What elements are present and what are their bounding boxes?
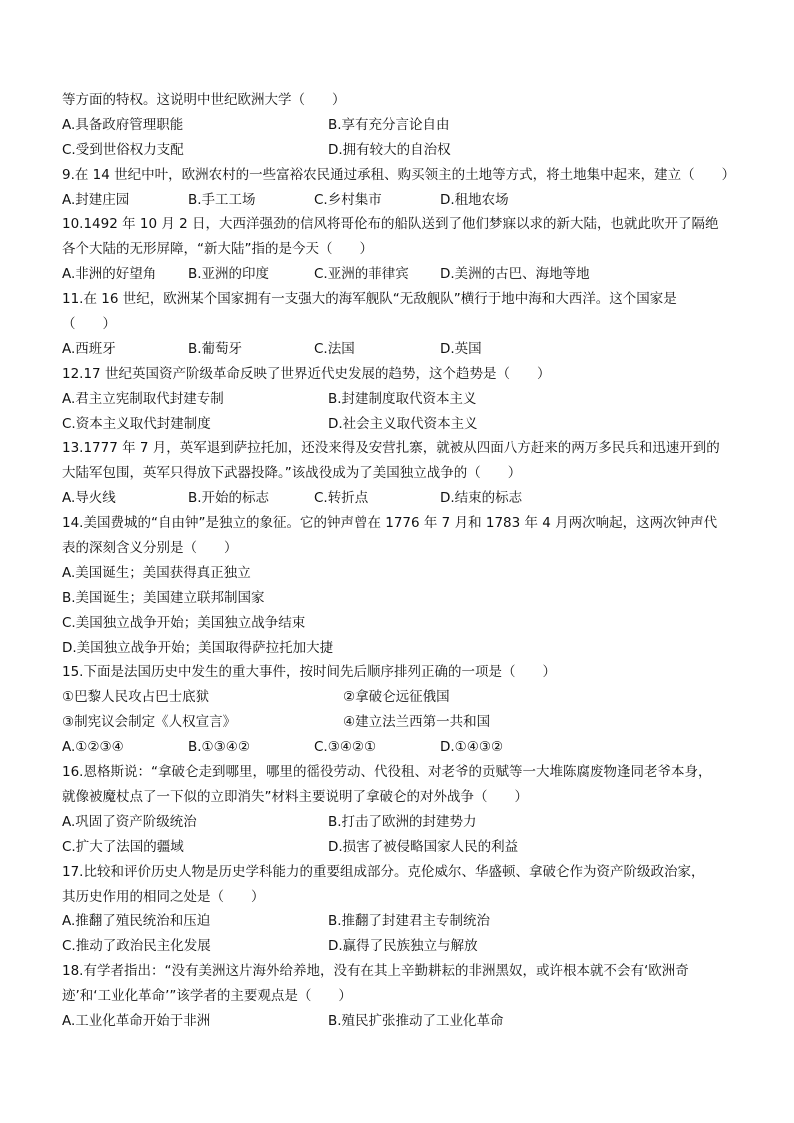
- q10-stem-1: 10.1492 年 10 月 2 日，大西洋强劲的信风将哥伦布的船队送到了他们梦寐以求的新大陆，也就此吹开了隔绝: [62, 216, 719, 233]
- q16-stem-2: 就像被魔杖点了一下似的立即消失”材料主要说明了拿破仑的对外战争（ ）: [62, 788, 528, 805]
- q18-options-row1: [62, 1009, 746, 1034]
- q16-options-row2: [62, 835, 746, 860]
- q13-option-c: C.转折点: [314, 490, 369, 507]
- q15-event-3: ③制宪议会制定《人权宣言》: [62, 714, 237, 731]
- q16-option-c: C.扩大了法国的疆域: [62, 838, 184, 855]
- q13-option-a: A.导火线: [62, 490, 116, 507]
- q15-options: [62, 735, 746, 760]
- q14-option-b: B.美国诞生；美国建立联邦制国家: [62, 589, 265, 606]
- q9-stem: 9.在 14 世纪中叶，欧洲农村的一些富裕农民通过承租、购买领主的土地等方式，将土地集中起来，建立（ ）: [62, 166, 736, 183]
- q15-event-4: ④建立法兰西第一共和国: [343, 714, 491, 731]
- q11-option-b: B.葡萄牙: [188, 340, 243, 357]
- q11-stem-1: 11.在 16 世纪，欧洲某个国家拥有一支强大的海军舰队“无敌舰队”横行于地中海和大西洋。这个国家是: [62, 291, 677, 308]
- q12-option-a: A.君主立宪制取代封建专制: [62, 390, 224, 407]
- q8-option-b: B.享有充分言论自由: [328, 116, 450, 133]
- q17-option-b: B.推翻了封建君主专制统治: [328, 913, 491, 930]
- q11-option-a: A.西班牙: [62, 340, 116, 357]
- q16-option-b: B.打击了欧洲的封建势力: [328, 813, 477, 830]
- q14-option-d: D.美国独立战争开始；美国取得萨拉托加大捷: [62, 639, 334, 656]
- q8-option-a: A.具备政府管理职能: [62, 116, 184, 133]
- q17-option-d: D.赢得了民族独立与解放: [328, 938, 478, 955]
- q11-option-c: C.法国: [314, 340, 355, 357]
- q13-stem-2: 大陆军包围，英军只得放下武器投降。”该战役成为了美国独立战争的（ ）: [62, 465, 522, 482]
- q15-option-b: B.①③④②: [188, 739, 250, 756]
- q16-option-a: A.巩固了资产阶级统治: [62, 813, 197, 830]
- q15-event-1: ①巴黎人民攻占巴士底狱: [62, 689, 210, 706]
- question-content: [62, 88, 746, 1034]
- q12-options-row2: [62, 412, 746, 437]
- q8-options-row2: [62, 138, 746, 163]
- q10-options: [62, 262, 746, 287]
- q17-options-row1: [62, 909, 746, 934]
- q12-options-row1: [62, 387, 746, 412]
- q10-option-b: B.亚洲的印度: [188, 266, 270, 283]
- q9-option-c: C.乡村集市: [314, 191, 382, 208]
- q13-option-b: B.开始的标志: [188, 490, 270, 507]
- q9-option-d: D.租地农场: [440, 191, 509, 208]
- q13-option-d: D.结束的标志: [440, 490, 523, 507]
- q17-option-c: C.推动了政治民主化发展: [62, 938, 211, 955]
- q8-option-d: D.拥有较大的自治权: [328, 141, 451, 158]
- q9-option-b: B.手工工场: [188, 191, 256, 208]
- q10-option-d: D.美洲的古巴、海地等地: [440, 266, 590, 283]
- q11-options: [62, 337, 746, 362]
- q14-option-c: C.美国独立战争开始；美国独立战争结束: [62, 614, 306, 631]
- q16-options-row1: [62, 810, 746, 835]
- q13-stem-1: 13.1777 年 7 月，英军退到萨拉托加，还没来得及安营扎寨，就被从四面八方赶来的两万多民兵和迅速开到的: [62, 440, 720, 457]
- q14-stem-1: 14.美国费城的“自由钟”是独立的象征。它的钟声曾在 1776 年 7 月和 1783 年 4 月两次响起，这两次钟声代: [62, 515, 718, 532]
- q17-stem-1: 17.比较和评价历史人物是历史学科能力的重要组成部分。克伦威尔、华盛顿、拿破仑作为资产阶级政治家，: [62, 863, 705, 880]
- q8-option-c: C.受到世俗权力支配: [62, 141, 184, 158]
- q16-option-d: D.损害了被侵略国家人民的利益: [328, 838, 519, 855]
- q15-option-a: A.①②③④: [62, 739, 124, 756]
- q18-option-b: B.殖民扩张推动了工业化革命: [328, 1012, 504, 1029]
- q18-stem-1: 18.有学者指出：“没有美洲这片海外给养地，没有在其上辛勤耕耘的非洲黑奴，或许根本就不会有‘欧洲奇: [62, 963, 689, 980]
- q18-stem-2: 迹’和‘工业化革命’”该学者的主要观点是（ ）: [62, 988, 352, 1005]
- q10-option-c: C.亚洲的菲律宾: [314, 266, 409, 283]
- q17-options-row2: [62, 934, 746, 959]
- q12-stem: 12.17 世纪英国资产阶级革命反映了世界近代史发展的趋势，这个趋势是（ ）: [62, 365, 551, 382]
- q8-options-row1: [62, 113, 746, 138]
- q18-option-a: A.工业化革命开始于非洲: [62, 1012, 211, 1029]
- q10-stem-2: 各个大陆的无形屏障，“新大陆”指的是今天（ ）: [62, 241, 373, 258]
- q14-option-a: A.美国诞生；美国获得真正独立: [62, 564, 251, 581]
- q10-option-a: A.非洲的好望角: [62, 266, 157, 283]
- q17-stem-2: 其历史作用的相同之处是（ ）: [62, 888, 265, 905]
- q12-option-c: C.资本主义取代封建制度: [62, 415, 211, 432]
- q12-option-b: B.封建制度取代资本主义: [328, 390, 477, 407]
- q9-option-a: A.封建庄园: [62, 191, 130, 208]
- q15-events-row2: [62, 710, 746, 735]
- q8-stem-tail: 等方面的特权。这说明中世纪欧洲大学（ ）: [62, 92, 346, 108]
- q14-stem-2: 表的深刻含义分别是（ ）: [62, 540, 238, 557]
- q15-option-d: D.①④③②: [440, 739, 504, 756]
- q15-event-2: ②拿破仑远征俄国: [343, 689, 450, 706]
- q11-stem-2: （ ）: [62, 316, 116, 333]
- q9-options: [62, 188, 746, 213]
- q17-option-a: A.推翻了殖民统治和压迫: [62, 913, 211, 930]
- q16-stem-1: 16.恩格斯说：“拿破仑走到哪里，哪里的徭役劳动、代役租、对老爷的贡赋等一大堆陈腐废物逢同老爷本身，: [62, 764, 712, 781]
- q15-events-row1: [62, 685, 746, 710]
- q11-option-d: D.英国: [440, 340, 482, 357]
- q15-option-c: C.③④②①: [314, 739, 377, 756]
- q13-options: [62, 486, 746, 511]
- q15-stem: 15.下面是法国历史中发生的重大事件，按时间先后顺序排列正确的一项是（ ）: [62, 664, 556, 681]
- q12-option-d: D.社会主义取代资本主义: [328, 415, 478, 432]
